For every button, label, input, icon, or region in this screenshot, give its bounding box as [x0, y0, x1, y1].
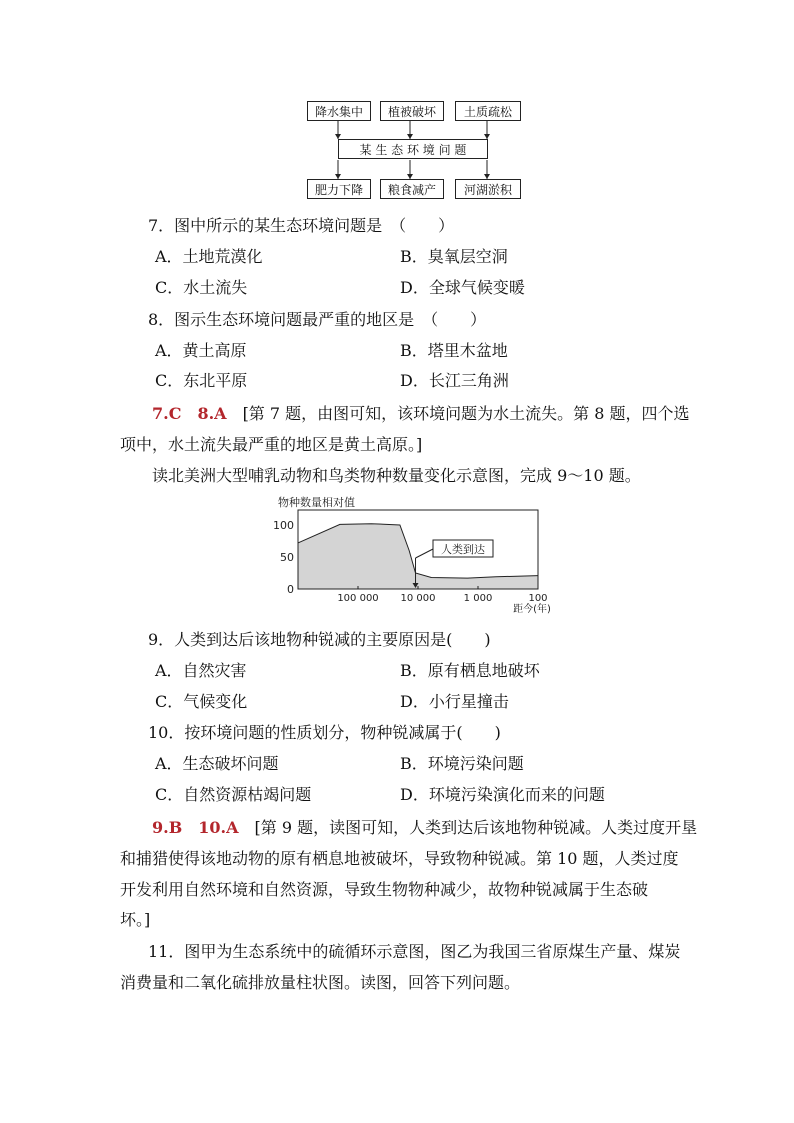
chart-xtick-0: 100 000 [337, 593, 379, 604]
q8-option-b: B．塔里木盆地 [400, 341, 508, 360]
intro-9-10: 读北美洲大型哺乳动物和鸟类物种数量变化示意图，完成 9～10 题。 [152, 466, 641, 485]
q10-option-d: D．环境污染演化而来的问题 [400, 785, 605, 804]
chart-xtick-1: 10 000 [400, 593, 436, 604]
flow-box-fertility: 肥力下降 [307, 179, 371, 199]
q11-line2: 消费量和二氧化硫排放量柱状图。读图，回答下列问题。 [120, 973, 521, 992]
q10-stem: 10．按环境问题的性质划分，物种锐减属于( ) [148, 723, 501, 742]
answer-7-8-line1: 7.C 8.A [第 7 题，由图可知，该环境问题为水土流失。第 8 题，四个选 [152, 404, 690, 423]
q7-option-b: B．臭氧层空洞 [400, 247, 508, 266]
q10-option-a: A．生态破坏问题 [155, 754, 279, 773]
species-chart [270, 492, 560, 614]
q7-stem: 7．图中所示的某生态环境问题是 （ ） [148, 216, 455, 235]
chart-ytick-50: 50 [280, 551, 294, 564]
q8-option-d: D．长江三角洲 [400, 371, 509, 390]
q7-option-a: A．土地荒漠化 [155, 247, 263, 266]
answer-9-10-line3: 开发利用自然环境和自然资源，导致生物物种减少，故物种锐减属于生态破 [120, 880, 649, 899]
chart-xtick-2: 1 000 [463, 593, 493, 604]
q9-option-c: C．气候变化 [155, 692, 248, 711]
q7-option-d: D．全球气候变暖 [400, 278, 525, 297]
chart-xtick-3: 100 [528, 593, 548, 604]
flow-box-soil: 土质疏松 [455, 101, 521, 121]
flow-box-rainfall: 降水集中 [307, 101, 371, 121]
q7-option-c: C．水土流失 [155, 278, 248, 297]
answer-key-7-8: 7.C 8.A [152, 404, 227, 423]
q8-option-c: C．东北平原 [155, 371, 248, 390]
q8-stem: 8．图示生态环境问题最严重的地区是 （ ） [148, 310, 487, 329]
answer-9-10-line2: 和捕猎使得该地动物的原有栖息地被破坏，导致物种锐减。第 10 题，人类过度 [120, 849, 679, 868]
flow-box-grain: 粮食减产 [380, 179, 444, 199]
chart-ytick-100: 100 [273, 519, 294, 532]
chart-annotation: 人类到达 [441, 543, 485, 556]
q11-line1: 11．图甲为生态系统中的硫循环示意图，图乙为我国三省原煤生产量、煤炭 [148, 942, 681, 961]
answer-9-10-line1: 9.B 10.A [第 9 题，读图可知，人类到达后该地物种锐减。人类过度开垦 [152, 818, 698, 837]
answer-key-9-10: 9.B 10.A [152, 818, 239, 837]
q10-option-c: C．自然资源枯竭问题 [155, 785, 312, 804]
answer-9-10-line4: 坏。] [120, 910, 151, 929]
chart-ytick-0: 0 [287, 583, 294, 596]
q9-option-d: D．小行星撞击 [400, 692, 509, 711]
flow-box-vegetation: 植被破坏 [380, 101, 444, 121]
q10-option-b: B．环境污染问题 [400, 754, 524, 773]
chart-annotation-leader [416, 549, 433, 558]
flow-box-center: 某 生 态 环 境 问 题 [338, 139, 488, 159]
q9-option-a: A．自然灾害 [155, 661, 247, 680]
q9-option-b: B．原有栖息地破坏 [400, 661, 540, 680]
chart-xlabel: 距今(年) [513, 604, 551, 614]
flow-box-siltation: 河湖淤积 [455, 179, 521, 199]
q8-option-a: A．黄土高原 [155, 341, 247, 360]
q9-stem: 9．人类到达后该地物种锐减的主要原因是( ) [148, 630, 491, 649]
answer-7-8-line2: 项中，水土流失最严重的地区是黄土高原。] [120, 435, 423, 454]
chart-ylabel: 物种数量相对值 [278, 496, 355, 509]
